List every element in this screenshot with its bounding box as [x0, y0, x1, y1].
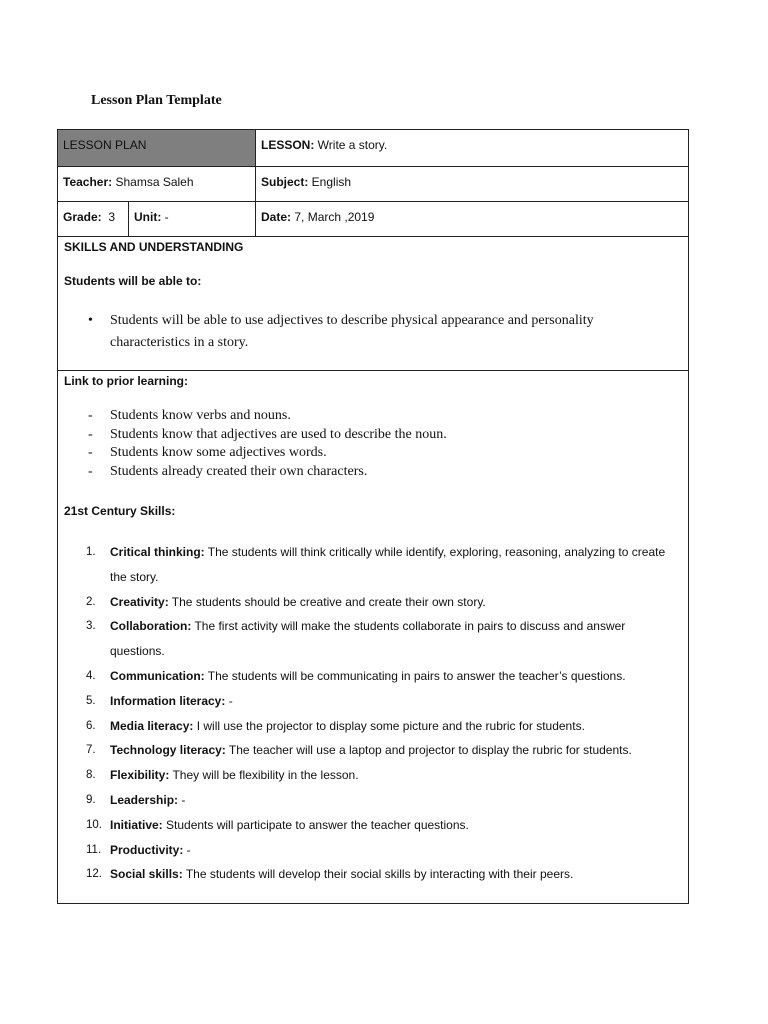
skills-section — [58, 237, 688, 371]
prior-item-text: Students know verbs and nouns. — [110, 408, 291, 423]
skill-label: Social skills: — [110, 867, 183, 882]
prior-learning-list — [64, 407, 682, 481]
students-able-heading: Students will be able to: — [64, 274, 202, 288]
prior-item-text: Students know that adjectives are used to describe the noun. — [110, 426, 447, 442]
list-number: 1. — [86, 546, 96, 558]
century-skills-heading: 21st Century Skills: — [64, 504, 176, 518]
skill-label: Media literacy: — [110, 718, 194, 733]
skill-text: The students should be creative and create their own story. — [168, 594, 486, 609]
skill-text: The students will think critically while identify, exploring, reasoning, analyzing to create the story. — [110, 545, 666, 584]
grade-label: Grade: — [63, 210, 102, 224]
grade-row — [58, 202, 688, 237]
list-item — [64, 407, 682, 426]
document-title: Lesson Plan Template — [91, 93, 222, 108]
list-item — [64, 590, 682, 615]
list-number: 4. — [86, 669, 96, 682]
skill-label: Communication: — [110, 668, 205, 683]
skill-label: Critical thinking: — [110, 545, 205, 559]
grade-cell — [58, 202, 129, 236]
list-number: 10. — [86, 818, 102, 831]
list-item — [64, 310, 682, 354]
list-item — [64, 444, 682, 463]
date-cell — [256, 202, 688, 236]
prior-learning-heading: Link to prior learning: — [64, 374, 189, 388]
lesson-plan-cell — [58, 130, 256, 166]
list-number: 9. — [86, 793, 96, 806]
skill-text: - — [225, 693, 233, 708]
list-item — [64, 614, 682, 664]
lesson-plan-label: LESSON PLAN — [63, 138, 147, 152]
teacher-cell — [58, 167, 256, 201]
list-item — [64, 426, 682, 445]
teacher-label: Teacher: — [63, 175, 113, 189]
lesson-cell — [256, 130, 688, 166]
list-item — [64, 714, 682, 739]
lesson-plan-table — [57, 129, 689, 904]
dash-icon: - — [88, 445, 93, 460]
skill-label: Flexibility: — [110, 768, 170, 783]
list-number: 6. — [86, 719, 96, 732]
list-item — [64, 738, 682, 763]
skill-label: Information literacy: — [110, 693, 226, 708]
skill-text: The students will be communicating in pairs to answer the teacher’s questions. — [204, 668, 626, 683]
unit-value: - — [161, 210, 169, 224]
date-value: 7, March ,2019 — [291, 210, 375, 224]
skill-label: Productivity: — [110, 842, 184, 857]
date-label: Date: — [261, 210, 292, 224]
dash-icon: - — [88, 408, 93, 423]
skills-bullet-list — [64, 310, 682, 354]
skill-text: They will be flexibility in the lesson. — [169, 768, 359, 783]
skill-label: Collaboration: — [110, 619, 192, 634]
lesson-row — [58, 130, 688, 167]
list-number: 7. — [86, 744, 96, 757]
century-skills-list — [64, 540, 682, 887]
skill-text: The teacher will use a laptop and projector to display the rubric for students. — [225, 743, 632, 758]
dash-icon: - — [88, 463, 93, 479]
list-item — [64, 689, 682, 714]
skill-text: - — [178, 792, 186, 807]
skill-label: Technology literacy: — [110, 743, 226, 758]
lesson-value: Write a story. — [314, 138, 388, 152]
skill-text: Students will participate to answer the teacher questions. — [162, 817, 469, 832]
grade-value: 3 — [101, 210, 116, 224]
subject-cell — [256, 167, 688, 201]
subject-value: English — [308, 175, 352, 189]
list-item — [64, 813, 682, 838]
prior-item-text: Students know some adjectives words. — [110, 445, 327, 460]
list-item — [64, 862, 682, 887]
teacher-value: Shamsa Saleh — [112, 175, 194, 189]
bullet-text: Students will be able to use adjectives to describe physical appearance and personality characteristics in a story. — [110, 313, 594, 350]
skill-text: The students will develop their social skills by interacting with their peers. — [182, 867, 574, 882]
list-item — [64, 838, 682, 863]
list-number: 11. — [86, 843, 102, 856]
dash-icon: - — [88, 426, 93, 442]
list-item — [64, 463, 682, 482]
subject-label: Subject: — [261, 175, 309, 189]
skills-heading: SKILLS AND UNDERSTANDING — [64, 240, 244, 254]
unit-label: Unit: — [134, 210, 162, 224]
list-item — [64, 664, 682, 689]
skill-text: - — [183, 842, 191, 857]
prior-learning-section — [58, 371, 688, 903]
skill-label: Leadership: — [110, 792, 179, 807]
list-number: 3. — [86, 620, 96, 633]
skill-label: Creativity: — [110, 594, 169, 609]
list-number: 12. — [86, 868, 102, 881]
list-number: 5. — [86, 694, 96, 707]
unit-cell — [129, 202, 256, 236]
prior-item-text: Students already created their own characters. — [110, 463, 368, 479]
list-number: 8. — [86, 769, 96, 782]
skill-label: Initiative: — [110, 817, 163, 832]
list-number: 2. — [86, 595, 96, 608]
lesson-label: LESSON: — [261, 138, 315, 152]
teacher-row — [58, 167, 688, 202]
bullet-icon: • — [88, 313, 93, 328]
list-item — [64, 788, 682, 813]
list-item — [64, 763, 682, 788]
list-item — [64, 540, 682, 590]
skill-text: I will use the projector to display some picture and the rubric for students. — [193, 718, 585, 733]
skill-text: The first activity will make the students collaborate in pairs to discuss and answer questions. — [110, 619, 626, 659]
